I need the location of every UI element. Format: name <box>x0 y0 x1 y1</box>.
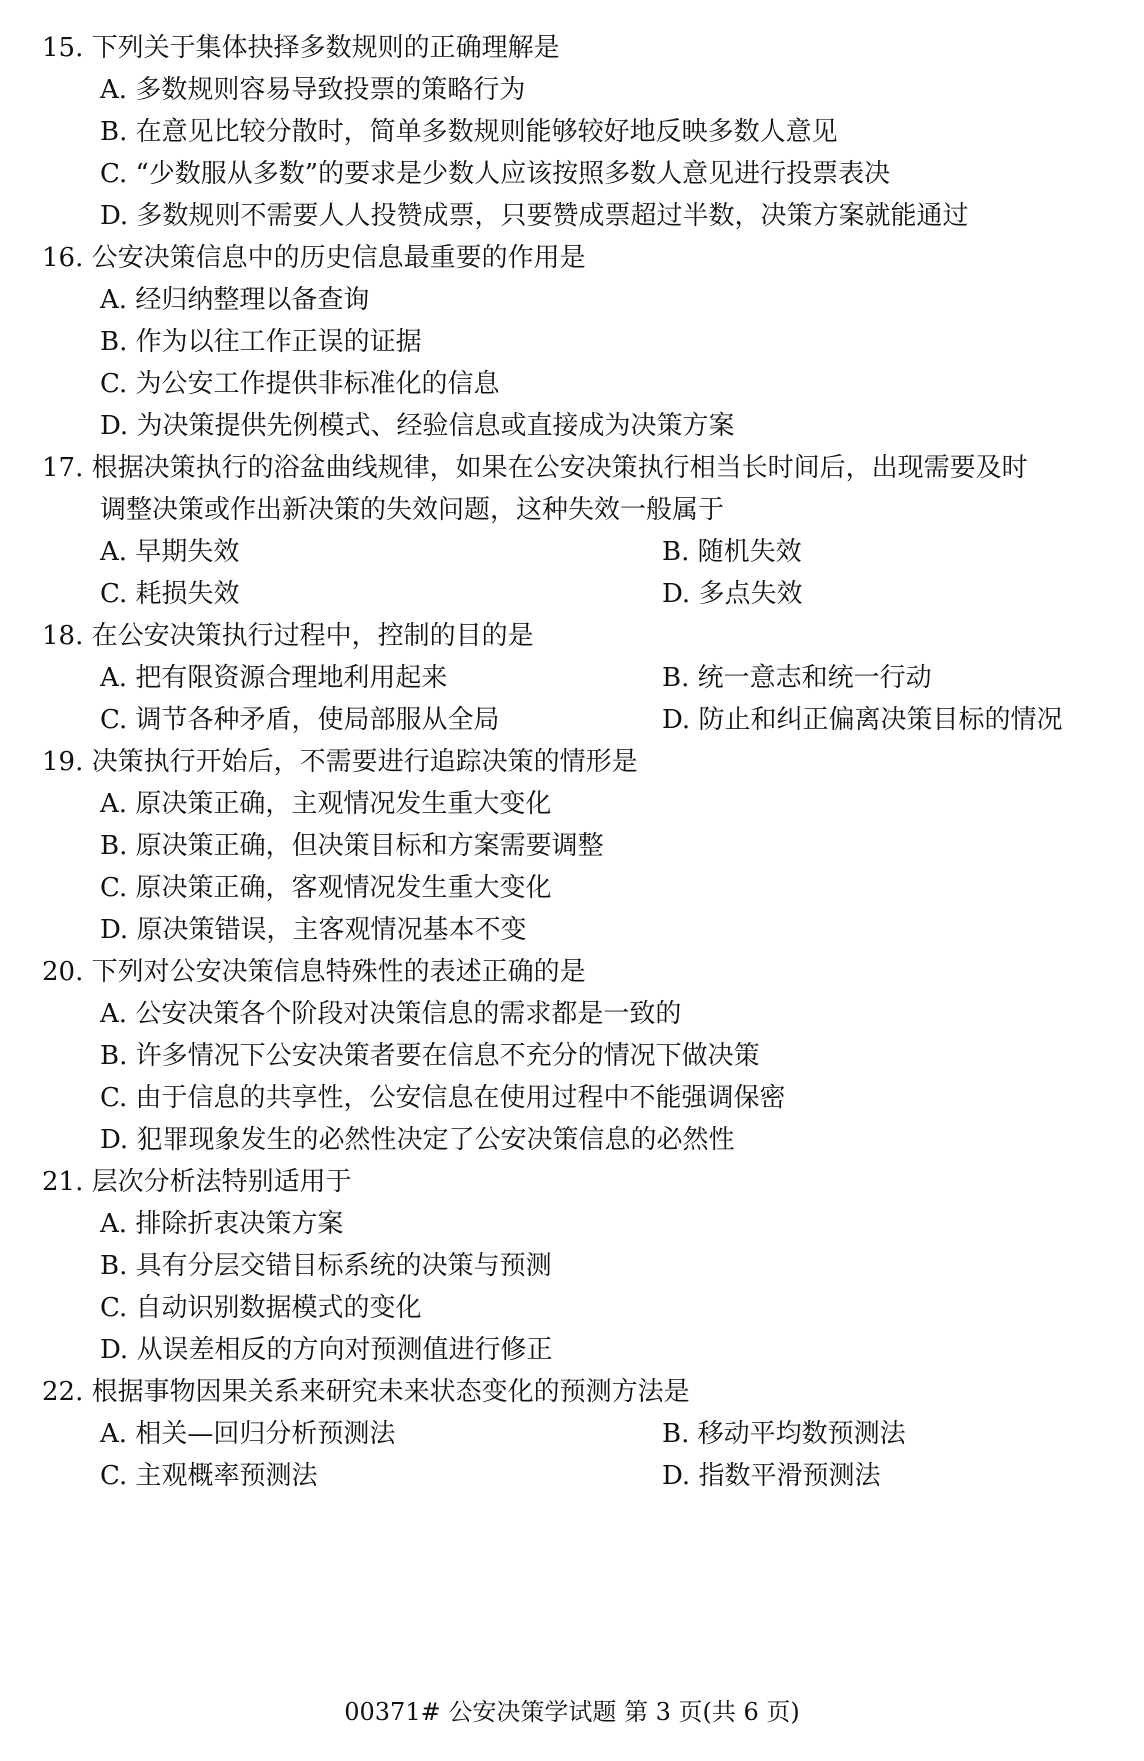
question-19-stem: 19. 决策执行开始后，不需要进行追踪决策的情形是 <box>42 747 638 777</box>
question-18-option-c: C. 调节各种矛盾，使局部服从全局 <box>100 705 500 735</box>
question-16-option-c: C. 为公安工作提供非标准化的信息 <box>100 369 500 399</box>
question-17-option-d: D. 多点失效 <box>662 579 803 609</box>
question-22-option-b: B. 移动平均数预测法 <box>662 1419 906 1449</box>
question-19-option-c: C. 原决策正确，客观情况发生重大变化 <box>100 873 552 903</box>
question-20-option-c: C. 由于信息的共享性，公安信息在使用过程中不能强调保密 <box>100 1083 786 1113</box>
question-22-option-a: A. 相关—回归分析预测法 <box>100 1419 396 1449</box>
question-20-option-a: A. 公安决策各个阶段对决策信息的需求都是一致的 <box>100 999 682 1029</box>
question-18-option-b: B. 统一意志和统一行动 <box>662 663 932 693</box>
question-19-option-d: D. 原决策错误，主客观情况基本不变 <box>100 915 527 945</box>
question-22-option-c: C. 主观概率预测法 <box>100 1461 318 1491</box>
question-20-stem: 20. 下列对公安决策信息特殊性的表述正确的是 <box>42 957 586 987</box>
question-17-option-a: A. 早期失效 <box>100 537 240 567</box>
question-21-option-b: B. 具有分层交错目标系统的决策与预测 <box>100 1251 552 1281</box>
question-21-stem: 21. 层次分析法特别适用于 <box>42 1167 352 1197</box>
question-18-stem: 18. 在公安决策执行过程中，控制的目的是 <box>42 621 534 651</box>
question-22-option-d: D. 指数平滑预测法 <box>662 1461 881 1491</box>
question-17-option-c: C. 耗损失效 <box>100 579 240 609</box>
question-15-stem: 15. 下列关于集体抉择多数规则的正确理解是 <box>42 33 560 63</box>
question-21-option-d: D. 从误差相反的方向对预测值进行修正 <box>100 1335 553 1365</box>
question-17-stem: 17. 根据决策执行的浴盆曲线规律，如果在公安决策执行相当长时间后，出现需要及时 <box>42 453 1028 483</box>
question-16-option-d: D. 为决策提供先例模式、经验信息或直接成为决策方案 <box>100 411 735 441</box>
question-19-option-a: A. 原决策正确，主观情况发生重大变化 <box>100 789 552 819</box>
page-footer: 00371# 公安决策学试题 第 3 页(共 6 页) <box>344 1698 800 1726</box>
question-15-option-c: C. “少数服从多数”的要求是少数人应该按照多数人意见进行投票表决 <box>100 159 891 189</box>
question-22-stem: 22. 根据事物因果关系来研究未来状态变化的预测方法是 <box>42 1377 690 1407</box>
question-15-option-b: B. 在意见比较分散时，简单多数规则能够较好地反映多数人意见 <box>100 117 838 147</box>
question-16-option-a: A. 经归纳整理以备查询 <box>100 285 370 315</box>
question-17-stem-continued: 调整决策或作出新决策的失效问题，这种失效一般属于 <box>100 495 725 525</box>
question-16-option-b: B. 作为以往工作正误的证据 <box>100 327 422 357</box>
question-15-option-a: A. 多数规则容易导致投票的策略行为 <box>100 75 526 105</box>
question-19-option-b: B. 原决策正确，但决策目标和方案需要调整 <box>100 831 604 861</box>
question-21-option-a: A. 排除折衷决策方案 <box>100 1209 344 1239</box>
question-17-option-b: B. 随机失效 <box>662 537 802 567</box>
question-20-option-d: D. 犯罪现象发生的必然性决定了公安决策信息的必然性 <box>100 1125 735 1155</box>
question-15-option-d: D. 多数规则不需要人人投赞成票，只要赞成票超过半数，决策方案就能通过 <box>100 201 969 231</box>
question-20-option-b: B. 许多情况下公安决策者要在信息不充分的情况下做决策 <box>100 1041 760 1071</box>
question-18-option-a: A. 把有限资源合理地利用起来 <box>100 663 448 693</box>
question-21-option-c: C. 自动识别数据模式的变化 <box>100 1293 422 1323</box>
question-18-option-d: D. 防止和纠正偏离决策目标的情况 <box>662 705 1063 735</box>
question-16-stem: 16. 公安决策信息中的历史信息最重要的作用是 <box>42 243 586 273</box>
